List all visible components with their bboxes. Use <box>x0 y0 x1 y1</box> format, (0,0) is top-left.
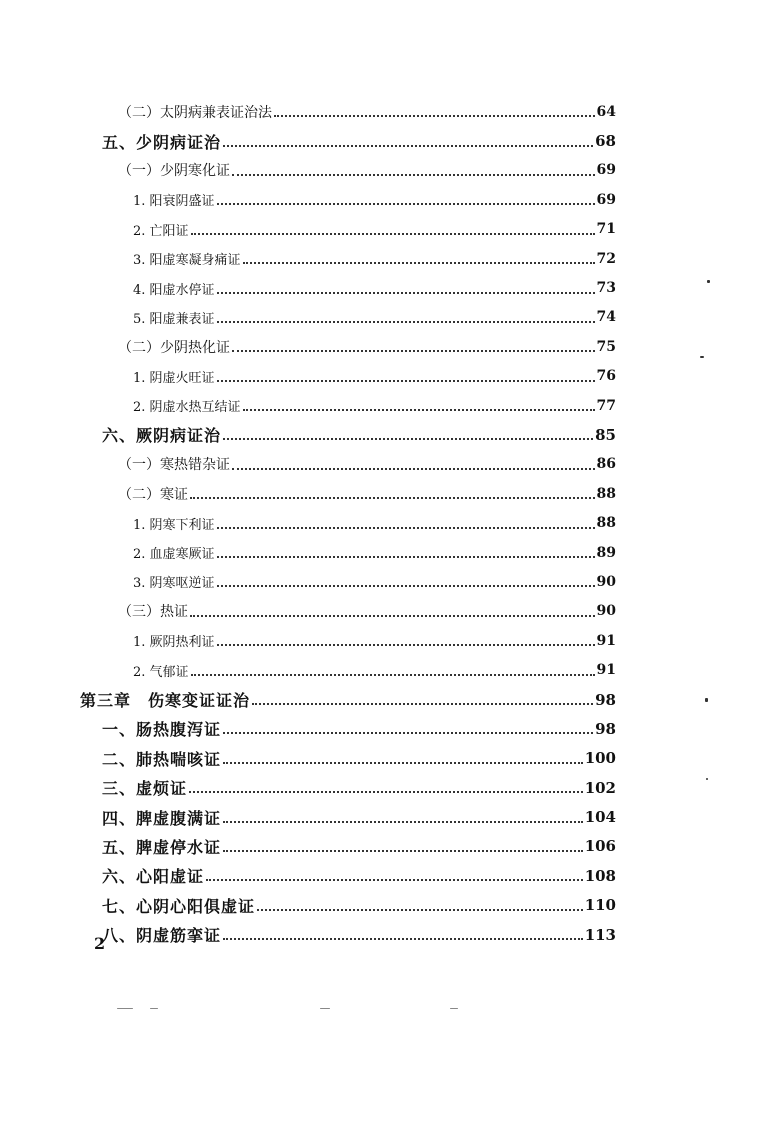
toc-entry-page: 68 <box>595 132 616 151</box>
toc-entry <box>0 744 616 773</box>
toc-entry-title: 5. 阳虚兼表证 <box>133 311 215 327</box>
toc-entry-title: （一）少阴寒化证 <box>118 163 230 180</box>
toc-entry-title: 六、心阳虚证 <box>102 867 205 887</box>
dot-leader <box>223 761 583 764</box>
toc-entry-title: 第三章 伤寒变证证治 <box>80 691 251 710</box>
toc-entry-page: 90 <box>596 603 616 620</box>
toc-entry <box>0 362 616 391</box>
toc-entry-page: 102 <box>584 778 616 797</box>
dot-leader <box>232 349 595 352</box>
toc-entry-title: 1. 阴虚火旺证 <box>133 370 215 386</box>
dot-leader <box>243 408 595 411</box>
dot-leader <box>223 820 583 823</box>
toc-entry <box>0 215 616 244</box>
toc-entry-page: 76 <box>596 368 616 385</box>
toc-entry-title: 八、阴虚筋挛证 <box>102 926 222 946</box>
dot-leader <box>189 790 583 793</box>
dot-leader <box>190 496 595 499</box>
toc-entry-title: （二）少阴热化证 <box>118 339 230 356</box>
page-number: 2 <box>94 934 106 953</box>
toc-entry-title: 五、少阴病证治 <box>102 132 222 152</box>
dot-leader <box>191 673 595 676</box>
toc-entry-title: （一）寒热错杂证 <box>118 457 230 474</box>
toc-entry <box>0 832 616 861</box>
toc-entry <box>0 538 616 567</box>
dot-leader <box>252 702 593 705</box>
toc-entry-page: 91 <box>596 662 616 679</box>
dot-leader <box>217 643 595 646</box>
toc-entry-title: 3. 阳虚寒凝身痛证 <box>133 253 241 269</box>
toc-entry <box>0 479 616 508</box>
toc-chapter-entry <box>0 685 616 714</box>
toc-entry <box>0 420 616 449</box>
toc-entry-page: 89 <box>596 544 616 561</box>
toc-entry-page: 100 <box>584 749 616 768</box>
toc-entry-page: 86 <box>596 456 616 473</box>
scan-speck <box>706 778 708 780</box>
toc-entry-page: 64 <box>596 103 616 120</box>
toc-entry-title: 1. 阴寒下利证 <box>133 517 215 533</box>
dot-leader <box>217 320 595 323</box>
toc-entry <box>0 597 616 626</box>
toc-entry <box>0 567 616 596</box>
dot-leader <box>217 555 595 558</box>
dot-leader <box>232 467 595 470</box>
table-of-contents <box>0 97 777 949</box>
dot-leader <box>190 614 595 617</box>
toc-entry-page: 73 <box>596 280 616 297</box>
toc-entry <box>0 920 616 949</box>
toc-entry <box>0 244 616 273</box>
dot-leader <box>217 526 595 529</box>
toc-entry-title: （二）寒证 <box>118 486 188 503</box>
dot-leader <box>217 379 595 382</box>
toc-entry <box>0 508 616 537</box>
toc-entry <box>0 655 616 684</box>
dot-leader <box>206 878 583 881</box>
toc-entry <box>0 332 616 361</box>
scan-speck <box>450 1008 458 1009</box>
toc-entry <box>0 391 616 420</box>
toc-entry-page: 104 <box>584 808 616 827</box>
toc-entry-page: 106 <box>584 837 616 856</box>
toc-entry-page: 72 <box>596 250 616 267</box>
toc-entry <box>0 861 616 890</box>
toc-entry <box>0 126 616 155</box>
dot-leader <box>217 584 595 587</box>
toc-entry-title: 2. 亡阳证 <box>133 223 189 239</box>
toc-entry-page: 88 <box>596 485 616 502</box>
toc-entry-title: 2. 阴虚水热互结证 <box>133 400 241 416</box>
scan-speck <box>707 280 710 283</box>
toc-entry-title: 七、心阴心阳俱虚证 <box>102 896 256 916</box>
toc-entry-title: 二、肺热喘咳证 <box>102 749 222 769</box>
toc-entry <box>0 450 616 479</box>
scan-speck <box>320 1008 330 1009</box>
toc-entry <box>0 303 616 332</box>
toc-entry-title: 三、虚烦证 <box>102 779 188 799</box>
toc-entry <box>0 97 616 126</box>
toc-entry-page: 69 <box>596 162 616 179</box>
dot-leader <box>223 849 583 852</box>
toc-entry-page: 108 <box>584 866 616 885</box>
toc-entry-title: 4. 阳虚水停证 <box>133 282 215 298</box>
toc-entry <box>0 802 616 831</box>
dot-leader <box>274 114 595 117</box>
toc-entry <box>0 156 616 185</box>
toc-entry-title: 1. 厥阴热利证 <box>133 635 215 651</box>
toc-entry-page: 71 <box>596 221 616 238</box>
dot-leader <box>217 202 595 205</box>
toc-entry-title: 六、厥阴病证治 <box>102 426 222 446</box>
toc-entry-title: 五、脾虚停水证 <box>102 837 222 857</box>
dot-leader <box>223 437 593 440</box>
scan-speck <box>117 1008 133 1009</box>
toc-entry-page: 69 <box>596 191 616 208</box>
scan-speck <box>150 1008 158 1009</box>
dot-leader <box>223 144 593 147</box>
toc-entry <box>0 773 616 802</box>
toc-entry-page: 91 <box>596 632 616 649</box>
toc-entry <box>0 714 616 743</box>
toc-entry-page: 98 <box>595 690 616 709</box>
toc-entry-page: 74 <box>596 309 616 326</box>
dot-leader <box>217 291 595 294</box>
toc-entry-title: （二）太阴病兼表证治法 <box>118 104 272 121</box>
dot-leader <box>257 908 583 911</box>
scan-speck <box>705 698 708 702</box>
toc-entry-title: 2. 血虚寒厥证 <box>133 547 215 563</box>
toc-entry-title: 1. 阳衰阴盛证 <box>133 194 215 210</box>
toc-entry-title: 一、肠热腹泻证 <box>102 720 222 740</box>
toc-entry-page: 110 <box>584 896 616 915</box>
toc-entry <box>0 185 616 214</box>
toc-entry-title: 2. 气郁证 <box>133 664 189 680</box>
toc-entry-title: 3. 阴寒呕逆证 <box>133 576 215 592</box>
toc-entry-page: 113 <box>584 925 616 944</box>
toc-entry-title: （三）热证 <box>118 604 188 621</box>
toc-entry-page: 85 <box>595 425 616 444</box>
toc-entry-title: 四、脾虚腹满证 <box>102 808 222 828</box>
toc-entry-page: 98 <box>595 719 616 738</box>
dot-leader <box>223 937 583 940</box>
toc-entry <box>0 273 616 302</box>
dot-leader <box>191 232 595 235</box>
dot-leader <box>223 731 593 734</box>
toc-entry-page: 77 <box>596 397 616 414</box>
dot-leader <box>243 261 595 264</box>
toc-entry <box>0 891 616 920</box>
toc-entry-page: 90 <box>596 573 616 590</box>
scan-speck <box>700 356 704 358</box>
toc-entry-page: 88 <box>596 515 616 532</box>
toc-entry <box>0 626 616 655</box>
dot-leader <box>232 173 595 176</box>
toc-entry-page: 75 <box>596 338 616 355</box>
